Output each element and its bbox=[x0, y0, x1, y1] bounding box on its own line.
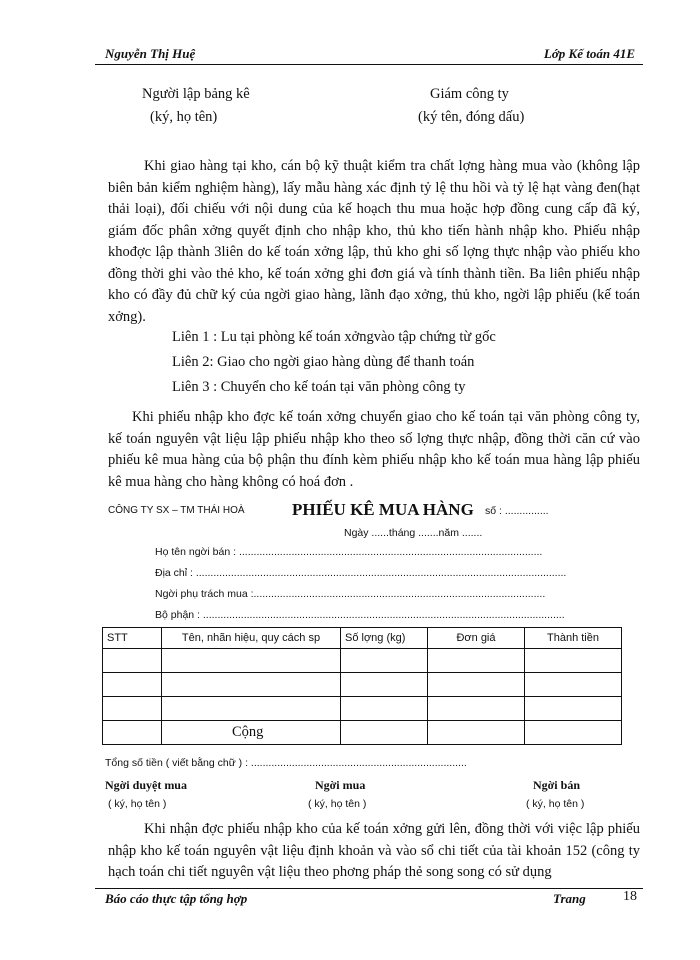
signer-approver-sub: ( ký, họ tên ) bbox=[108, 798, 167, 810]
col-price: Đơn giá bbox=[428, 628, 525, 649]
col-amount: Thành tiền bbox=[525, 628, 622, 649]
page-header bbox=[105, 44, 635, 64]
preparer-title: Người lập bảng kê bbox=[142, 86, 250, 102]
signer-buyer-title: Ngời mua bbox=[315, 778, 366, 792]
form-company: CÔNG TY SX – TM THÁI HOÀ bbox=[108, 505, 245, 516]
footer-rule bbox=[95, 888, 643, 889]
signer-approver-title: Ngời duyệt mua bbox=[105, 778, 187, 792]
sum-in-words: Tổng số tiền ( viết bằng chữ ) : .......................................................................... bbox=[105, 757, 467, 769]
field-department: Bộ phận : ............................................................................................................................ bbox=[155, 609, 565, 621]
page-label: Trang bbox=[553, 891, 586, 906]
signer-seller-title: Ngời bán bbox=[533, 778, 580, 792]
table-row bbox=[103, 673, 622, 697]
class-name: Lớp Kế toán 41E bbox=[543, 46, 635, 61]
signer-buyer-sub: ( ký, họ tên ) bbox=[308, 798, 367, 810]
director-sub: (ký tên, đóng dấu) bbox=[418, 109, 525, 125]
lien-2: Liên 2: Giao cho ngời giao hàng dùng để thanh toán bbox=[172, 354, 475, 370]
form-number: số : ............... bbox=[485, 505, 549, 517]
lien-3: Liên 3 : Chuyển cho kế toán tại văn phòng công ty bbox=[172, 379, 466, 395]
field-seller-name: Họ tên ngời bán : ........................................................................................................ bbox=[155, 546, 543, 558]
paragraph-receiving: Khi giao hàng tại kho, cán bộ kỹ thuật kiểm tra chất lợng hàng mua vào (không lập biên bản kiểm nghiệm hàng), lấy mẫu hàng xác định tỷ lệ thu hồi và tỷ lệ hạt vàng đen(hạt thải loại), đối chiếu với nội dung của kế hoạch thu mua hoặc hợp đồng cung cấp đã ký, giám đốc phân xởng quyết định cho nhập kho, thủ kho tiến hành nhập kho. Phiếu nhập khođợc lập thành 3liên do kế toán xởng lập, thủ kho ghi số lợng thực nhập vào phiếu kho đồng thời ghi vào thẻ kho, kế toán xởng ghi đơn giá và tính thành tiền. Ba liên phiếu nhập kho có đầy đủ chữ ký của ngời giao hàng, lãnh đạo xởng, thủ kho, ngời lập phiếu (kế toán xởng). bbox=[108, 158, 640, 325]
header-rule bbox=[95, 64, 643, 65]
form-title: PHIẾU KÊ MUA HÀNG bbox=[292, 500, 474, 519]
total-label: Cộng bbox=[162, 721, 341, 745]
paragraph-transfer: Khi phiếu nhập kho đợc kế toán xởng chuyển giao cho kế toán tại văn phòng công ty, kế toán nguyên vật liệu lập phiếu nhập kho theo số lợng thực nhập, đồng thời căn cứ vào phiếu kê mua hàng của bộ phận thu đính kèm phiếu nhập kho kế toán mua hàng lập phiếu kê mua hàng cho hàng không có hoá đơn . bbox=[108, 409, 640, 490]
items-table bbox=[102, 627, 622, 745]
preparer-sub: (ký, họ tên) bbox=[150, 109, 218, 125]
signer-seller-sub: ( ký, họ tên ) bbox=[526, 798, 585, 810]
author-name: Nguyễn Thị Huệ bbox=[105, 46, 196, 61]
table-row bbox=[103, 649, 622, 673]
director-title: Giám công ty bbox=[430, 86, 509, 102]
paragraph-accounting: Khi nhận đợc phiếu nhập kho của kế toán xởng gửi lên, đồng thời với việc lập phiếu nhập kho kế toán nguyên vật liệu định khoản và vào sổ chi tiết của tài khoản 152 (công ty hạch toán chi tiết nguyên vật liệu theo phơng pháp thẻ song song có sử dụng bbox=[108, 821, 640, 880]
table-header-row bbox=[103, 628, 622, 649]
col-quantity: Số lợng (kg) bbox=[341, 628, 428, 649]
table-row bbox=[103, 697, 622, 721]
form-date: Ngày ......tháng .......năm ....... bbox=[344, 527, 483, 539]
field-address: Địa chỉ : ............................................................................................................................... bbox=[155, 567, 567, 579]
col-stt: STT bbox=[103, 628, 162, 649]
table-total-row bbox=[103, 721, 622, 745]
col-name: Tên, nhãn hiệu, quy cách sp bbox=[162, 628, 341, 649]
page-number: 18 bbox=[623, 889, 637, 904]
field-buyer: Ngời phụ trách mua :.................................................................................................... bbox=[155, 588, 546, 600]
lien-1: Liên 1 : Lu tại phòng kế toán xởngvào tập chứng từ gốc bbox=[172, 329, 496, 345]
report-title: Báo cáo thực tập tổng hợp bbox=[105, 891, 248, 906]
